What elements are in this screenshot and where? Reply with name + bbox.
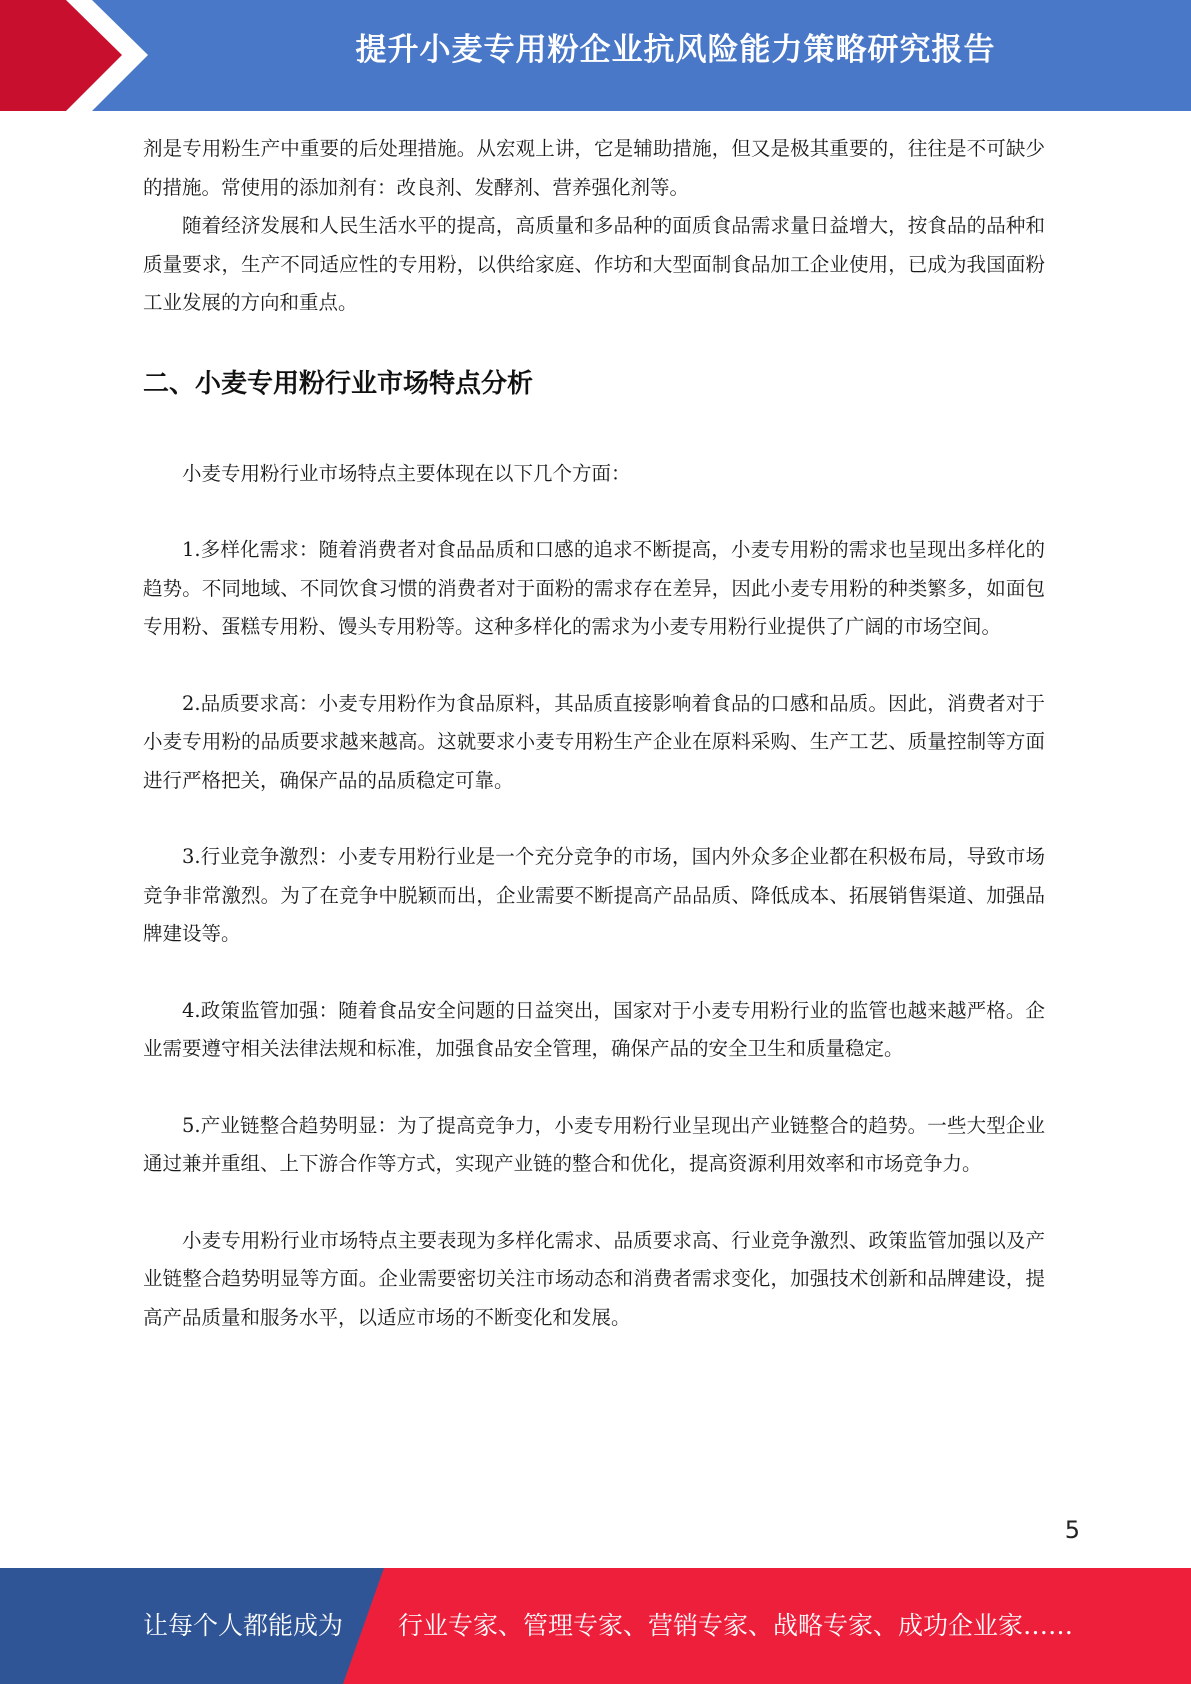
section-intro: 小麦专用粉行业市场特点主要体现在以下几个方面：	[182, 461, 631, 485]
header-red-arrow-decoration	[0, 0, 160, 111]
point-2-quality-requirements: 2.品质要求高：小麦专用粉作为食品原料，其品质直接影响着食品的口感和品质。因此，消费者对于小麦专用粉的品质要求越来越高。这就要求小麦专用粉生产企业在原料采购、生产工艺、质量控制等方面进行严格把关，确保产品的品质稳定可靠。	[143, 691, 1045, 792]
point-5-industry-chain-integration: 5.产业链整合趋势明显：为了提高竞争力，小麦专用粉行业呈现出产业链整合的趋势。一些大型企业通过兼并重组、上下游合作等方式，实现产业链的整合和优化，提高资源利用效率和市场竞争力。	[143, 1113, 1045, 1175]
point-4-policy-regulation: 4.政策监管加强：随着食品安全问题的日益突出，国家对于小麦专用粉行业的监管也越来越严格。企业需要遵守相关法律法规和标准，加强食品安全管理，确保产品的安全卫生和质量稳定。	[143, 998, 1045, 1060]
summary-paragraph: 小麦专用粉行业市场特点主要表现为多样化需求、品质要求高、行业竞争激烈、政策监管加强以及产业链整合趋势明显等方面。企业需要密切关注市场动态和消费者需求变化，加强技术创新和品牌建设，提高产品质量和服务水平，以适应市场的不断变化和发展。	[143, 1228, 1045, 1329]
page-number: 5	[1064, 1516, 1080, 1544]
page-header	[0, 0, 1191, 111]
footer-slogan-right: 行业专家、管理专家、营销专家、战略专家、成功企业家……	[398, 1611, 1074, 1640]
page-footer	[0, 1568, 1191, 1684]
report-title: 提升小麦专用粉企业抗风险能力策略研究报告	[355, 32, 996, 68]
footer-slogan-left: 让每个人都能成为	[143, 1611, 344, 1640]
point-1-diverse-demand: 1.多样化需求：随着消费者对食品品质和口感的追求不断提高，小麦专用粉的需求也呈现出多样化的趋势。不同地域、不同饮食习惯的消费者对于面粉的需求存在差异，因此小麦专用粉的种类繁多，如面包专用粉、蛋糕专用粉、馒头专用粉等。这种多样化的需求为小麦专用粉行业提供了广阔的市场空间。	[143, 538, 1045, 638]
page-content	[143, 130, 1045, 1337]
paragraph-direction: 随着经济发展和人民生活水平的提高，高质量和多品种的面质食品需求量日益增大，按食品的品种和质量要求，生产不同适应性的专用粉，以供给家庭、作坊和大型面制食品加工企业使用，已成为我国面粉工业发展的方向和重点。	[143, 214, 1045, 314]
section-heading: 二、小麦专用粉行业市场特点分析	[143, 368, 534, 399]
point-3-fierce-competition: 3.行业竞争激烈：小麦专用粉行业是一个充分竞争的市场，国内外众多企业都在积极布局，导致市场竞争非常激烈。为了在竞争中脱颖而出，企业需要不断提高产品品质、降低成本、拓展销售渠道、加强品牌建设等。	[143, 845, 1045, 945]
paragraph-continued: 剂是专用粉生产中重要的后处理措施。从宏观上讲，它是辅助措施，但又是极其重要的，往往是不可缺少的措施。常使用的添加剂有：改良剂、发酵剂、营养强化剂等。	[143, 137, 1045, 199]
